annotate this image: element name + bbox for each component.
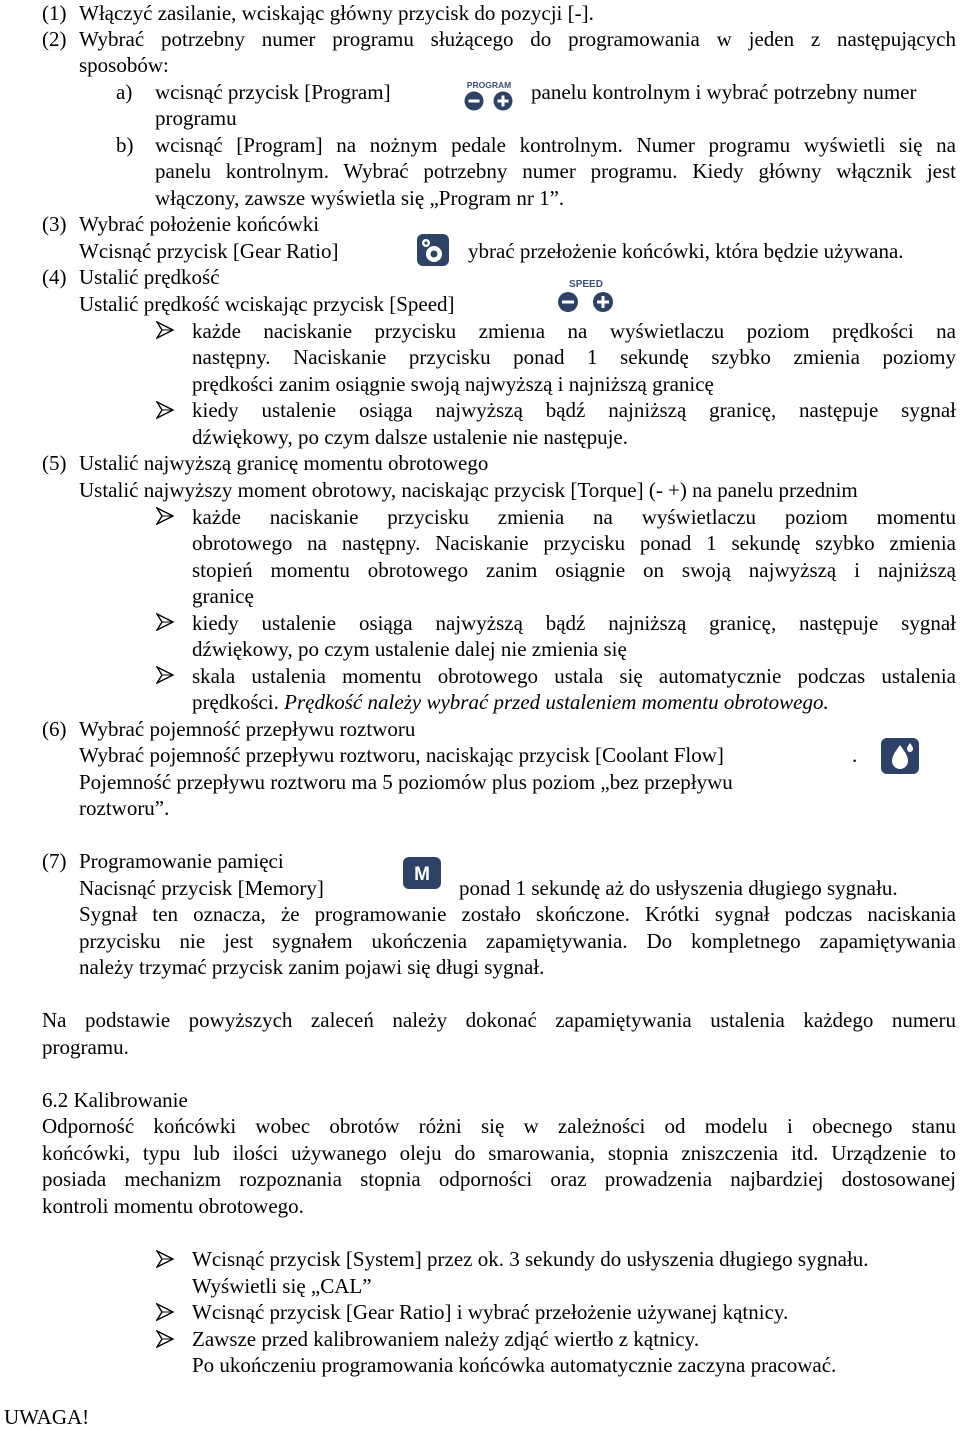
coolant-flow-button-icon: [880, 737, 920, 775]
gear-ratio-button-icon: [416, 233, 450, 267]
option-b-text-line-2: panelu kontrolnym. Wybrać potrzebny numer programu. Kiedy główny włącznik jest: [155, 159, 956, 183]
summary-line-1: Na podstawie powyższych zaleceń należy dokonać zapamiętywania ustalenia każdego numeru: [42, 1008, 956, 1032]
step-3-title: Wybrać położenie końcówki: [79, 212, 320, 236]
step-4-bullet-2-line-2: dźwiękowy, po czym dalsze ustalenie nie następuje.: [192, 425, 628, 449]
step-4-bullet-1-line-1: każde naciskanie przycisku zmienıa na wyświetlaczu poziom prędkości na: [192, 319, 956, 343]
arrow-bullet-icon: [156, 613, 174, 631]
calibration-bullet-1-line-1: Wcisnąć przycisk [System] przez ok. 3 sekundy do usłyszenia długiego sygnału.: [192, 1247, 869, 1271]
step-6-text-line-3: roztworu”.: [79, 796, 170, 820]
warning-label: UWAGA!: [4, 1405, 90, 1429]
arrow-bullet-icon: [156, 1250, 174, 1268]
option-a-label: a): [116, 80, 133, 104]
step-7-title: Programowanie pamięci: [79, 849, 284, 873]
arrow-bullet-icon: [156, 507, 174, 525]
arrow-bullet-icon: [156, 321, 174, 339]
option-b-label: b): [116, 133, 134, 157]
step-7-text-line-2: Sygnał ten oznacza, że programowanie zostało skończone. Krótki sygnał podczas naciskania: [79, 902, 956, 926]
calibration-paragraph-line-3: posiada mechanizm rozpoznania stopnia odporności oraz prowadzenia najbardziej dostosowanej: [42, 1167, 956, 1191]
step-1-text: Włączyć zasilanie, wciskając główny przycisk do pozycji [-].: [79, 1, 594, 25]
svg-text:PROGRAM: PROGRAM: [466, 80, 512, 90]
arrow-bullet-icon: [156, 666, 174, 684]
step-5-bullet-2-line-2: dźwiękowy, po czym ustalenie dalej nie zmienia się: [192, 637, 627, 661]
step-6-title: Wybrać pojemność przepływu roztworu: [79, 717, 416, 741]
step-7-text-pre: Nacisnąć przycisk [Memory]: [79, 876, 324, 900]
step-1-number: (1): [42, 1, 67, 25]
calibration-paragraph-line-1: Odporność końcówki wobec obrotów różni się w zależności od modelu i obecnego stanu: [42, 1114, 956, 1138]
step-2-text-line-1: Wybrać potrzebny numer programu służącego do programowania w jeden z następujących: [79, 27, 956, 51]
step-5-number: (5): [42, 451, 67, 475]
option-b-text-line-3: włączony, zawsze wyświetla się „Program nr 1”.: [155, 186, 565, 210]
step-5-text: Ustalić najwyższy moment obrotowy, naciskając przycisk [Torque] (- +) na panelu przednim: [79, 478, 858, 502]
step-6-number: (6): [42, 717, 67, 741]
step-5-bullet-3-italic-note: Prędkość należy wybrać przed ustaleniem momentu obrotowego.: [284, 690, 829, 714]
step-4-text: Ustalić prędkość wciskając przycisk [Speed]: [79, 292, 455, 316]
step-6-text-line-2: Pojemność przepływu roztworu ma 5 poziomów plus poziom „bez przepływu: [79, 770, 733, 794]
memory-button-icon: [402, 856, 442, 890]
svg-text:SPEED: SPEED: [569, 279, 603, 290]
arrow-bullet-icon: [156, 1330, 174, 1348]
svg-text:M: M: [414, 864, 430, 885]
step-7-text-line-3: przycisku nie jest sygnałem ukończenia zapamiętywania. Do kompletnego zapamiętywania: [79, 929, 956, 953]
step-7-number: (7): [42, 849, 67, 873]
step-5-title: Ustalić najwyższą granicę momentu obrotowego: [79, 451, 489, 475]
step-7-text-post: ponad 1 sekundę aż do usłyszenia długiego sygnału.: [459, 876, 898, 900]
step-6-text-line-1: Wybrać pojemność przepływu roztworu, naciskając przycisk [Coolant Flow]: [79, 743, 724, 767]
calibration-bullet-2: Wcisnąć przycisk [Gear Ratio] i wybrać przełożenie używanej kątnicy.: [192, 1300, 789, 1324]
step-5-bullet-1-line-3: stopień momentu obrotowego zanim osiągnie on swoją najwyższą i najniższą: [192, 558, 956, 582]
calibration-bullet-3-line-2: Po ukończeniu programowania końcówka automatycznie zaczyna pracować.: [192, 1353, 837, 1377]
section-heading: 6.2 Kalibrowanie: [42, 1088, 188, 1112]
step-7-text-line-4: należy trzymać przycisk zanim pojawi się długi sygnał.: [79, 955, 545, 979]
step-4-number: (4): [42, 265, 67, 289]
calibration-bullet-3-line-1: Zawsze przed kalibrowaniem należy zdjąć wiertło z kątnicy.: [192, 1327, 700, 1351]
step-3-text-post: ybrać przełożenie końcówki, która będzie używana.: [468, 239, 904, 263]
summary-line-2: programu.: [42, 1035, 129, 1059]
step-4-bullet-1-line-3: prędkości zanim osiągnie swoją najwyższą i najniższą granicę: [192, 372, 714, 396]
step-3-number: (3): [42, 212, 67, 236]
option-a-text-post: panelu kontrolnym i wybrać potrzebny numer: [531, 80, 917, 104]
calibration-paragraph-line-4: kontroli momentu obrotowego.: [42, 1194, 304, 1218]
calibration-paragraph-line-2: końcówki, typu lub ilości używanego oleju do smarowania, stopnia zniszczenia itd. Urządzenie to: [42, 1141, 956, 1165]
step-3-text-pre: Wcisnąć przycisk [Gear Ratio]: [79, 239, 339, 263]
step-5-bullet-3-line-1: skala ustalenia momentu obrotowego ustala się automatycznie podczas ustalenia: [192, 664, 956, 688]
program-button-icon: [460, 79, 518, 113]
speed-button-icon: [552, 276, 620, 314]
step-5-bullet-2-line-1: kiedy ustalenie osiąga najwyższą bądź najniższą granicę, następuje sygnał: [192, 611, 956, 635]
step-2-text-line-2: sposobów:: [79, 53, 169, 77]
step-5-bullet-3-line-2: [192, 689, 829, 716]
step-2-number: (2): [42, 27, 67, 51]
step-5-bullet-1-line-4: granicę: [192, 584, 254, 608]
arrow-bullet-icon: [156, 1303, 174, 1321]
step-4-bullet-1-line-2: następny. Naciskanie przycisku ponad 1 sekundę szybko zmienia poziomy: [192, 345, 956, 369]
step-5-bullet-1-line-2: obrotowego na następny. Naciskanie przycisku ponad 1 sekundę szybko zmienia: [192, 531, 956, 555]
option-a-text-pre: wcisnąć przycisk [Program]: [155, 80, 391, 104]
arrow-bullet-icon: [156, 401, 174, 419]
option-a-text-line-2: programu: [155, 106, 237, 130]
step-4-bullet-2-line-1: kiedy ustalenie osiąga najwyższą bądź najniższą granicę, następuje sygnał: [192, 398, 956, 422]
step-5-bullet-3-plain: prędkości.: [192, 690, 279, 714]
step-6-period: .: [852, 743, 858, 767]
calibration-bullet-1-line-2: Wyświetli się „CAL”: [192, 1274, 372, 1298]
step-5-bullet-1-line-1: każde naciskanie przycisku zmienia na wyświetlaczu poziom momentu: [192, 505, 956, 529]
step-4-title: Ustalić prędkość: [79, 265, 220, 289]
option-b-text-line-1: wcisnąć [Program] na nożnym pedale kontrolnym. Numer programu wyświetli się na: [155, 133, 956, 157]
